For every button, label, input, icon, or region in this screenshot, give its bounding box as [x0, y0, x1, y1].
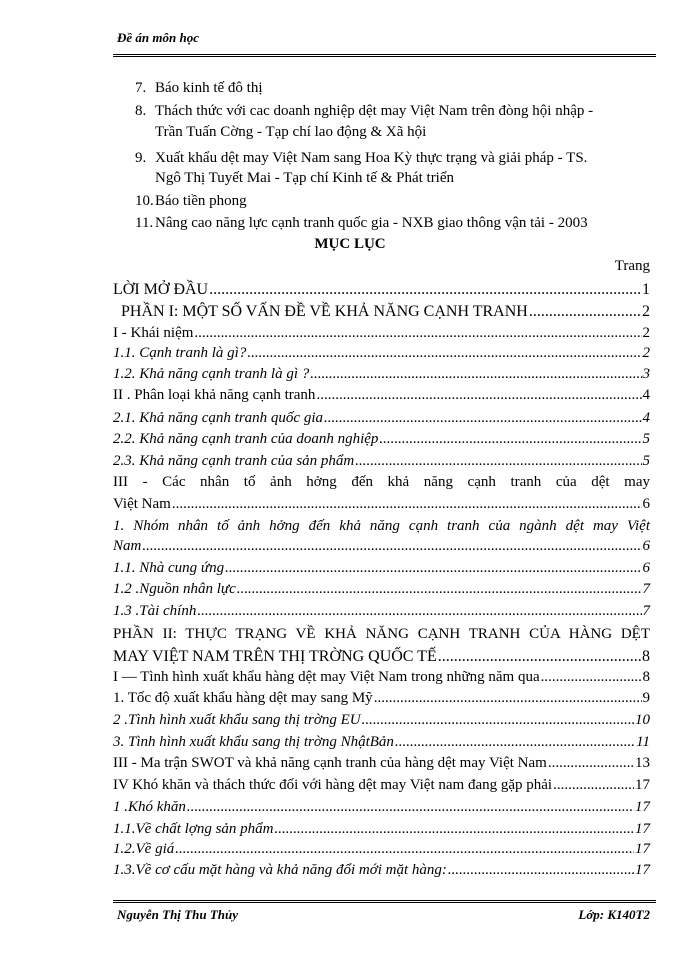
- toc-entry[interactable]: LỜI MỞ ĐẦU ..... 1: [113, 281, 650, 301]
- toc-entry[interactable]: 1.1. Nhà cung ứng ..... 6: [113, 560, 650, 580]
- toc-entry[interactable]: I - Khái niệm ..... 2: [113, 325, 650, 345]
- toc-entry[interactable]: 1.2 .Nguồn nhân lực ..... 7: [113, 581, 650, 601]
- page-header: Đề án môn học: [117, 30, 199, 45]
- toc-entry[interactable]: 2.1. Khả năng cạnh tranh quốc gia ..... 4: [113, 410, 650, 430]
- toc-entry[interactable]: 1.2.Về giá ..... 17: [113, 841, 650, 861]
- toc-entry[interactable]: 1.3 .Tài chính ..... 7: [113, 603, 650, 623]
- toc-entry[interactable]: 1. Tốc độ xuất khẩu hàng dệt may sang Mỹ ..... 9: [113, 690, 650, 710]
- toc-entry[interactable]: 2 .Tình hình xuất khẩu sang thị trờng EU ..... 10: [113, 712, 650, 732]
- toc-entry-line1: PHẦN II: THỰC TRẠNG VỀ KHẢ NĂNG CẠNH TRANH CỦA HÀNG DỆT: [113, 626, 650, 642]
- footer-rule-2: [113, 902, 656, 903]
- toc-entry[interactable]: 1.2. Khả năng cạnh tranh là gì ? ..... 3: [113, 366, 650, 386]
- footer-rule: [113, 900, 656, 901]
- toc-entry[interactable]: 1.1.Về chất lợng sản phẩm ..... 17: [113, 821, 650, 841]
- toc-title: MỤC LỤC: [314, 236, 386, 252]
- footer-class: Lớp: K140T2: [578, 907, 650, 922]
- toc-entry[interactable]: 2.3. Khả năng cạnh tranh của sản phẩm ..... 5: [113, 453, 650, 473]
- toc-entry[interactable]: Nam ..... 6: [113, 538, 650, 558]
- toc-entry-line1: III - Các nhân tố ảnh hởng đến khả năng cạnh tranh của dệt may: [113, 474, 650, 490]
- toc-entry[interactable]: 1 .Khó khăn ..... 17: [113, 799, 650, 819]
- toc-entry[interactable]: 1.1. Cạnh tranh là gì? ..... 2: [113, 345, 650, 365]
- toc-entry[interactable]: II . Phân loại khả năng cạnh tranh ..... 4: [113, 387, 650, 407]
- toc-entry[interactable]: IV Khó khăn và thách thức đối với hàng dệt may Việt nam đang gặp phải ..... 17: [113, 777, 650, 797]
- toc-entry[interactable]: Việt Nam ..... 6: [113, 496, 650, 516]
- toc-entry[interactable]: 3. Tình hình xuất khẩu sang thị trờng NhậtBản ..... 11: [113, 734, 650, 754]
- toc-entry[interactable]: 2.2. Khả năng cạnh tranh của doanh nghiệp ..... 5: [113, 431, 650, 451]
- toc-entry[interactable]: III - Ma trận SWOT và khả năng cạnh tranh của hàng dệt may Việt Nam ..... 13: [113, 755, 650, 775]
- toc-entry[interactable]: MAY VIỆT NAM TRÊN THỊ TRỜNG QUỐC TẾ ..... 8: [113, 648, 650, 668]
- footer-author: Nguyễn Thị Thu Thủy: [117, 907, 238, 922]
- toc-entry[interactable]: I — Tình hình xuất khẩu hàng dệt may Việt Nam trong những năm qua ..... 8: [113, 669, 650, 689]
- toc-entry-line1: 1. Nhóm nhân tố ảnh hởng đến khả năng cạnh tranh của ngành dệt may Việt: [113, 518, 650, 534]
- toc-entry[interactable]: 1.3.Về cơ cấu mặt hàng và khả năng đổi mới mặt hàng: ..... 17: [113, 862, 650, 882]
- header-rule-2: [113, 56, 656, 57]
- toc-page-label: Trang: [614, 258, 650, 274]
- toc-entry[interactable]: PHẦN I: MỘT SỐ VẤN ĐỀ VỀ KHẢ NĂNG CẠNH TRANH ..... 2: [113, 303, 650, 323]
- header-rule: [113, 54, 656, 55]
